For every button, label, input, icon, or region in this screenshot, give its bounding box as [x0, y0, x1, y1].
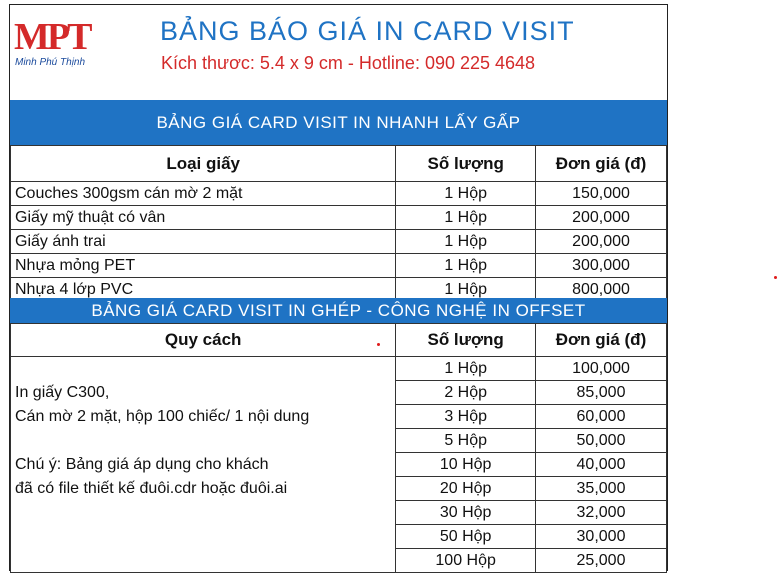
cell-quantity: 1 Hộp — [396, 182, 536, 206]
column-header-quantity: Số lượng — [396, 324, 536, 357]
cell-price: 150,000 — [536, 182, 667, 206]
page-subtitle: Kích thươc: 5.4 x 9 cm - Hotline: 090 225 4648 — [161, 53, 536, 73]
column-header-spec: Quy cách — [11, 324, 396, 357]
column-header-price: Đơn giá (đ) — [536, 146, 667, 182]
sheet-header — [10, 4, 667, 101]
table-row — [11, 230, 667, 254]
cell-quantity: 1 Hộp — [396, 230, 536, 254]
table-row — [11, 525, 667, 549]
table-row — [11, 254, 667, 278]
cell-description: Cán mờ 2 mặt, hộp 100 chiếc/ 1 nội dung — [11, 405, 396, 429]
cell-quantity: 1 Hộp — [396, 206, 536, 230]
table-row — [11, 501, 667, 525]
cell-quantity: 100 Hộp — [396, 549, 536, 573]
cell-quantity: 3 Hộp — [396, 405, 536, 429]
cell-price: 32,000 — [536, 501, 667, 525]
quick-price-table — [10, 145, 667, 302]
table-row — [11, 453, 667, 477]
cell-price: 800,000 — [536, 278, 667, 302]
table-header-row — [11, 324, 667, 357]
cell-price: 50,000 — [536, 429, 667, 453]
cell-description: Nhựa mỏng PET — [11, 254, 396, 278]
cell-price: 100,000 — [536, 357, 667, 381]
red-dot-marker — [377, 343, 380, 346]
cell-price: 35,000 — [536, 477, 667, 501]
cell-quantity: 1 Hộp — [396, 357, 536, 381]
cell-price: 60,000 — [536, 405, 667, 429]
cell-quantity: 1 Hộp — [396, 278, 536, 302]
table-row — [11, 182, 667, 206]
cell-quantity: 5 Hộp — [396, 429, 536, 453]
cell-price: 40,000 — [536, 453, 667, 477]
cell-description: In giấy C300, — [11, 381, 396, 405]
cell-description: Giấy ánh trai — [11, 230, 396, 254]
table-row — [11, 357, 667, 381]
company-logo — [14, 17, 98, 77]
table-row — [11, 549, 667, 573]
column-header-price: Đơn giá (đ) — [536, 324, 667, 357]
cell-description: Nhựa 4 lớp PVC — [11, 278, 396, 302]
column-header-paper: Loại giấy — [11, 146, 396, 182]
table-row — [11, 429, 667, 453]
cell-quantity: 50 Hộp — [396, 525, 536, 549]
table-row — [11, 206, 667, 230]
table-row — [11, 477, 667, 501]
cell-quantity: 10 Hộp — [396, 453, 536, 477]
cell-price: 200,000 — [536, 230, 667, 254]
cell-price: 25,000 — [536, 549, 667, 573]
cell-description: Couches 300gsm cán mờ 2 mặt — [11, 182, 396, 206]
cell-price: 200,000 — [536, 206, 667, 230]
price-sheet — [9, 4, 668, 571]
cell-description — [11, 357, 396, 381]
cell-price: 85,000 — [536, 381, 667, 405]
cell-quantity: 1 Hộp — [396, 254, 536, 278]
section-title-offset: BẢNG GIÁ CARD VISIT IN GHÉP - CÔNG NGHỆ IN OFFSET — [10, 298, 667, 323]
cell-description — [11, 525, 396, 549]
column-header-quantity: Số lượng — [396, 146, 536, 182]
cell-description — [11, 501, 396, 525]
table-row — [11, 381, 667, 405]
cell-quantity: 20 Hộp — [396, 477, 536, 501]
logo-mark: MPT — [14, 16, 90, 58]
cell-description: Giấy mỹ thuật có vân — [11, 206, 396, 230]
logo-subtext: Minh Phú Thịnh — [15, 57, 86, 68]
cell-description — [11, 429, 396, 453]
cell-price: 30,000 — [536, 525, 667, 549]
cell-quantity: 30 Hộp — [396, 501, 536, 525]
offset-price-table — [10, 323, 667, 573]
table-row — [11, 405, 667, 429]
table-header-row — [11, 146, 667, 182]
cell-description: đã có file thiết kế đuôi.cdr hoặc đuôi.ai — [11, 477, 396, 501]
section-title-quick: BẢNG GIÁ CARD VISIT IN NHANH LẤY GẤP — [10, 100, 667, 145]
cell-quantity: 2 Hộp — [396, 381, 536, 405]
cell-price: 300,000 — [536, 254, 667, 278]
cell-description: Chú ý: Bảng giá áp dụng cho khách — [11, 453, 396, 477]
page-title: BẢNG BÁO GIÁ IN CARD VISIT — [160, 16, 575, 46]
cell-description — [11, 549, 396, 573]
red-dot-marker — [774, 276, 777, 279]
